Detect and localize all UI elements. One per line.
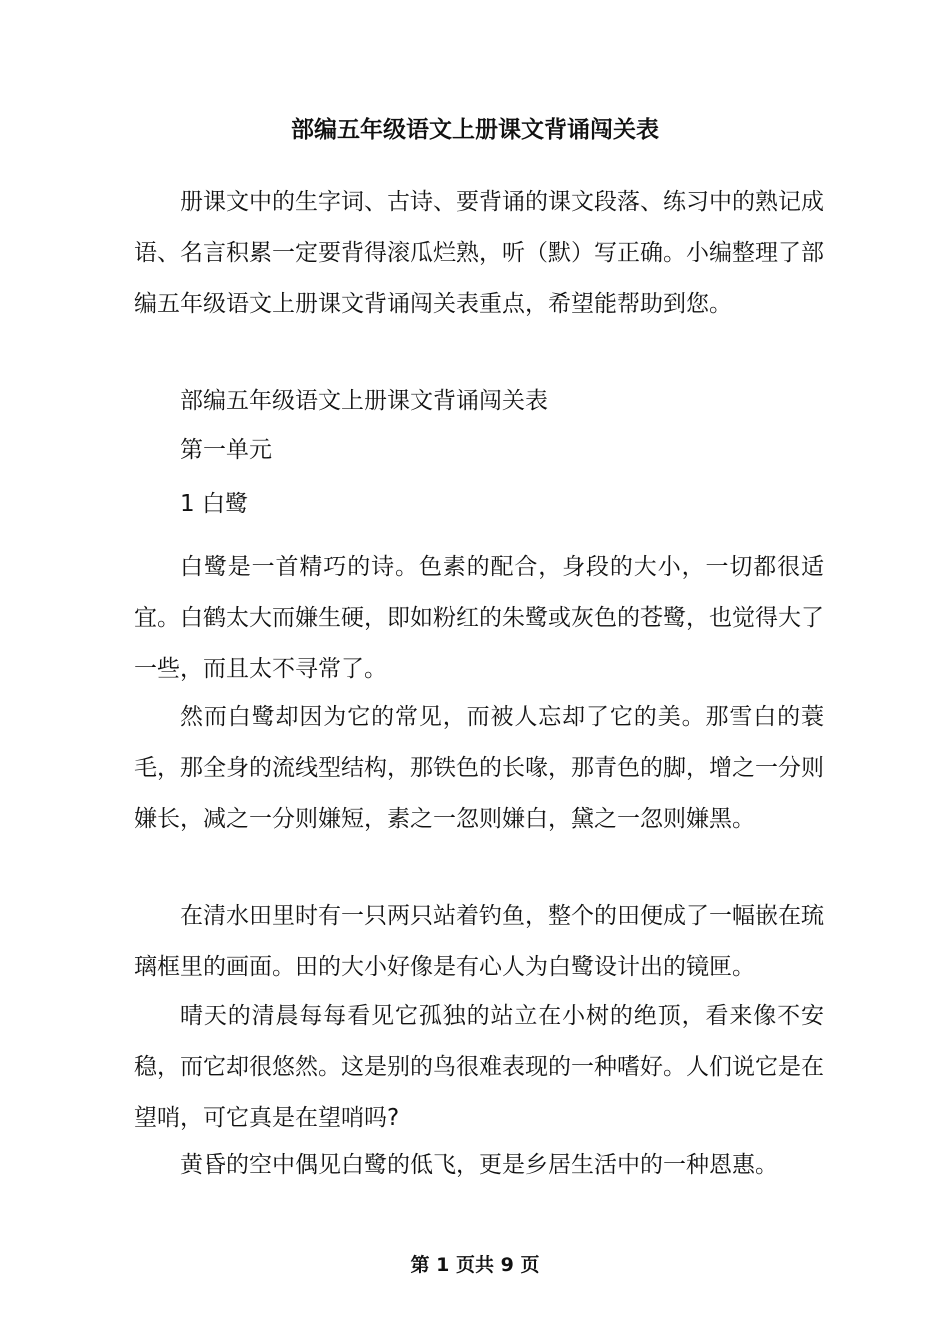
body-paragraph: 白鹭是一首精巧的诗。色素的配合，身段的大小，一切都很适宜。白鹤太大而嫌生硬，即如粉红的朱鹭或灰色的苍鹭，也觉得大了一些，而且太不寻常了。 — [134, 554, 824, 682]
document-title: 部编五年级语文上册课文背诵闯关表 — [291, 117, 659, 143]
intro-paragraph: 册课文中的生字词、古诗、要背诵的课文段落、练习中的熟记成语、名言积累一定要背得滚瓜烂熟，听（默）写正确。小编整理了部编五年级语文上册课文背诵闯关表重点，希望能帮助到您。 — [134, 189, 824, 317]
section-heading: 部编五年级语文上册课文背诵闯关表 — [180, 388, 548, 414]
body-paragraph: 然而白鹭却因为它的常见，而被人忘却了它的美。那雪白的蓑毛，那全身的流线型结构，那铁色的长喙，那青色的脚，增之一分则嫌长，减之一分则嫌短，素之一忽则嫌白，黛之一忽则嫌黑。 — [134, 704, 824, 832]
body-paragraph: 在清水田里时有一只两只站着钓鱼，整个的田便成了一幅嵌在琉璃框里的画面。田的大小好像是有心人为白鹭设计出的镜匣。 — [134, 903, 824, 980]
unit-heading: 第一单元 — [180, 437, 272, 463]
page-number-footer: 第 1 页共 9 页 — [410, 1254, 540, 1276]
lesson-heading: 1 白鹭 — [180, 491, 248, 517]
body-paragraph: 黄昏的空中偶见白鹭的低飞，更是乡居生活中的一种恩惠。 — [180, 1152, 778, 1178]
body-paragraph: 晴天的清晨每每看见它孤独的站立在小树的绝顶，看来像不安稳，而它却很悠然。这是别的鸟很难表现的一种嗜好。人们说它是在望哨，可它真是在望哨吗? — [134, 1003, 824, 1131]
